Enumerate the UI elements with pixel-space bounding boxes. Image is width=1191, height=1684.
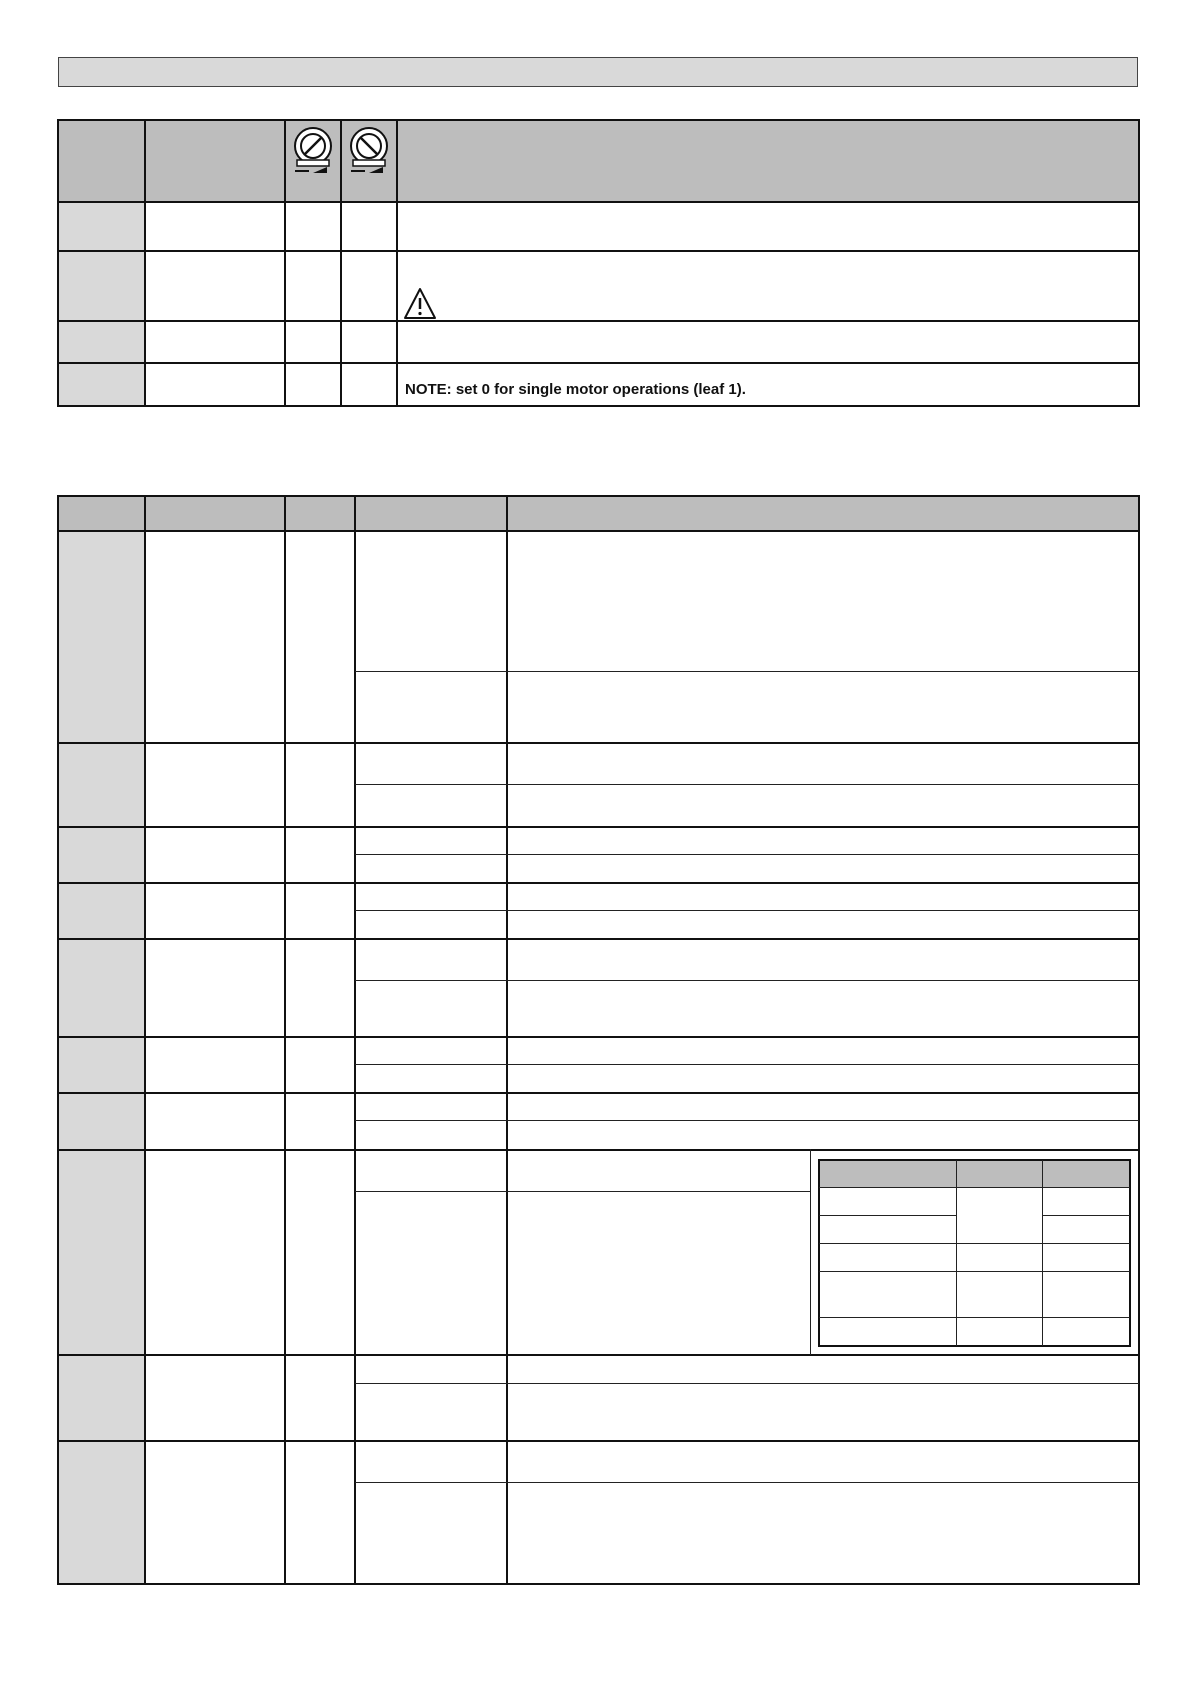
potentiometer-max-icon — [347, 126, 391, 186]
table1-header-row — [58, 120, 1139, 202]
warning-icon — [403, 287, 437, 321]
section-header-bar — [58, 57, 1138, 87]
potentiometer-min-icon — [291, 126, 335, 186]
table1-code-column — [58, 202, 145, 406]
table2-code-column — [58, 531, 145, 1585]
table2-header-row — [58, 496, 1139, 531]
single-motor-note: NOTE: set 0 for single motor operations (leaf 1). — [405, 381, 746, 398]
